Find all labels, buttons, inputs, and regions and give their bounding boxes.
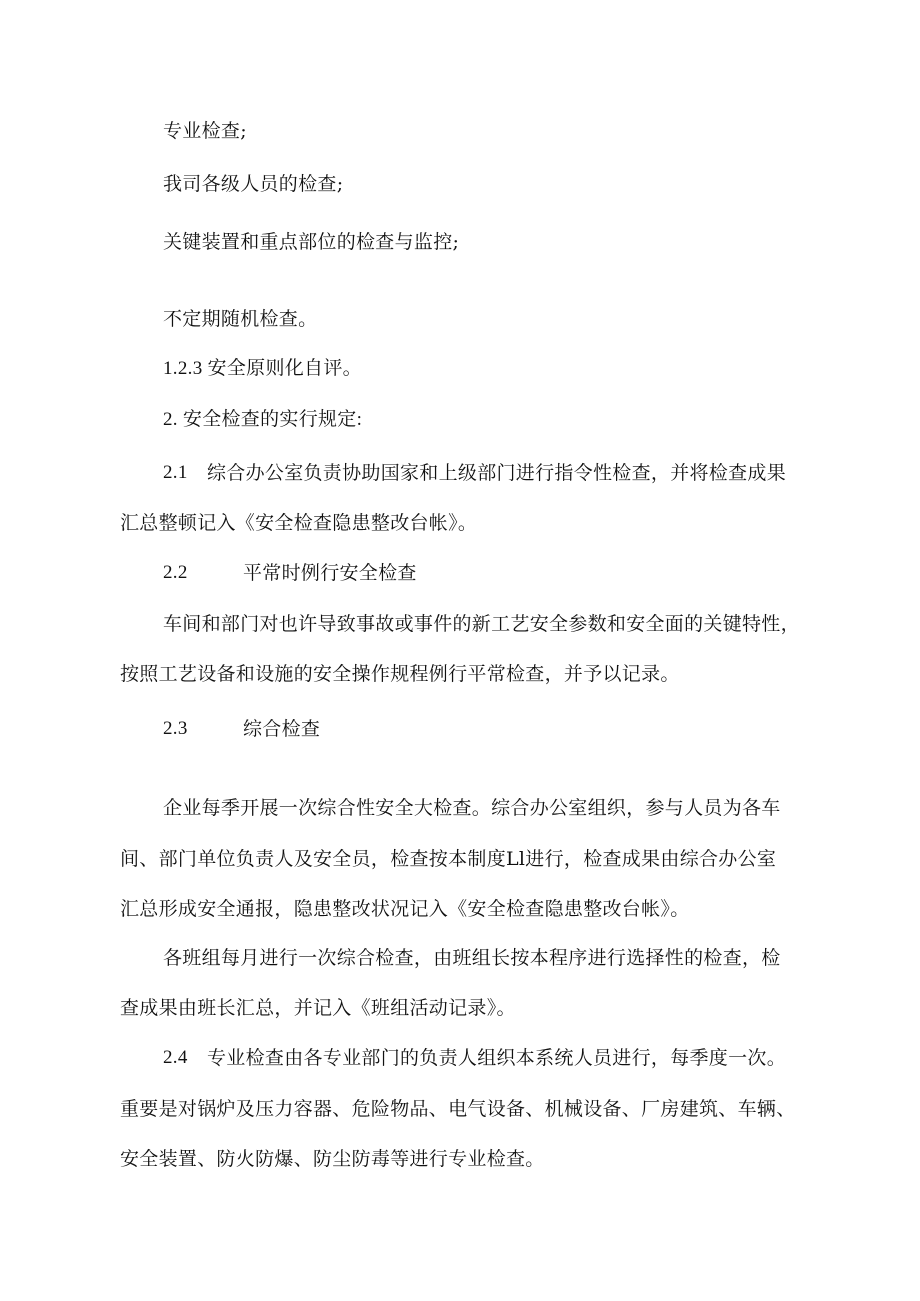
- section-heading-2: 2. 安全检查的实行规定:: [163, 409, 363, 430]
- paragraph-2-2-line-1: 车间和部门对也许导致事故或事件的新工艺安全参数和安全面的关键特性，: [163, 613, 800, 635]
- section-number-2-4: 2.4: [163, 1047, 188, 1068]
- paragraph-2-1-line-1: 综合办公室负责协助国家和上级部门进行指令性检查，并将检查成果: [207, 462, 787, 484]
- section-heading-1-2-3: 1.2.3 安全原则化自评。: [163, 358, 362, 379]
- section-title-2-3: 综合检查: [243, 718, 321, 740]
- section-number-2-2: 2.2: [163, 562, 188, 583]
- list-item-key-device-monitoring: 关键装置和重点部位的检查与监控;: [163, 231, 460, 253]
- paragraph-team-line-2: 查成果由班长汇总，并记入《班组活动记录》。: [120, 997, 516, 1019]
- section-title-2-2: 平常时例行安全检查: [243, 562, 417, 584]
- list-item-random-inspection: 不定期随机检查。: [163, 308, 318, 330]
- paragraph-2-3-line-3: 汇总形成安全通报，隐患整改状况记入《安全检查隐患整改台帐》。: [120, 898, 690, 920]
- section-number-2-1: 2.1: [163, 462, 188, 483]
- paragraph-2-3-line-1: 企业每季开展一次综合性安全大检查。综合办公室组织，参与人员为各车: [163, 797, 781, 819]
- paragraph-team-line-1: 各班组每月进行一次综合检查，由班组长按本程序进行选择性的检查，检: [163, 947, 781, 969]
- list-item-professional-inspection: 专业检查;: [163, 120, 247, 142]
- section-number-2-3: 2.3: [163, 718, 188, 739]
- paragraph-2-2-line-2: 按照工艺设备和设施的安全操作规程例行平常检查，并予以记录。: [120, 663, 680, 685]
- paragraph-2-4-line-1: 专业检查由各专业部门的负责人组织本系统人员进行，每季度一次。: [207, 1047, 787, 1069]
- paragraph-2-1-line-2: 汇总整顿记入《安全检查隐患整改台帐》。: [120, 512, 478, 534]
- list-item-staff-inspection: 我司各级人员的检查;: [163, 173, 344, 195]
- paragraph-2-4-line-2: 重要是对锅炉及压力容器、危险物品、电气设备、机械设备、厂房建筑、车辆、: [120, 1098, 796, 1120]
- paragraph-2-4-line-3: 安全装置、防火防爆、防尘防毒等进行专业检查。: [120, 1148, 545, 1170]
- paragraph-2-3-line-2: 间、部门单位负责人及安全员，检查按本制度Ll进行，检查成果由综合办公室: [120, 848, 777, 870]
